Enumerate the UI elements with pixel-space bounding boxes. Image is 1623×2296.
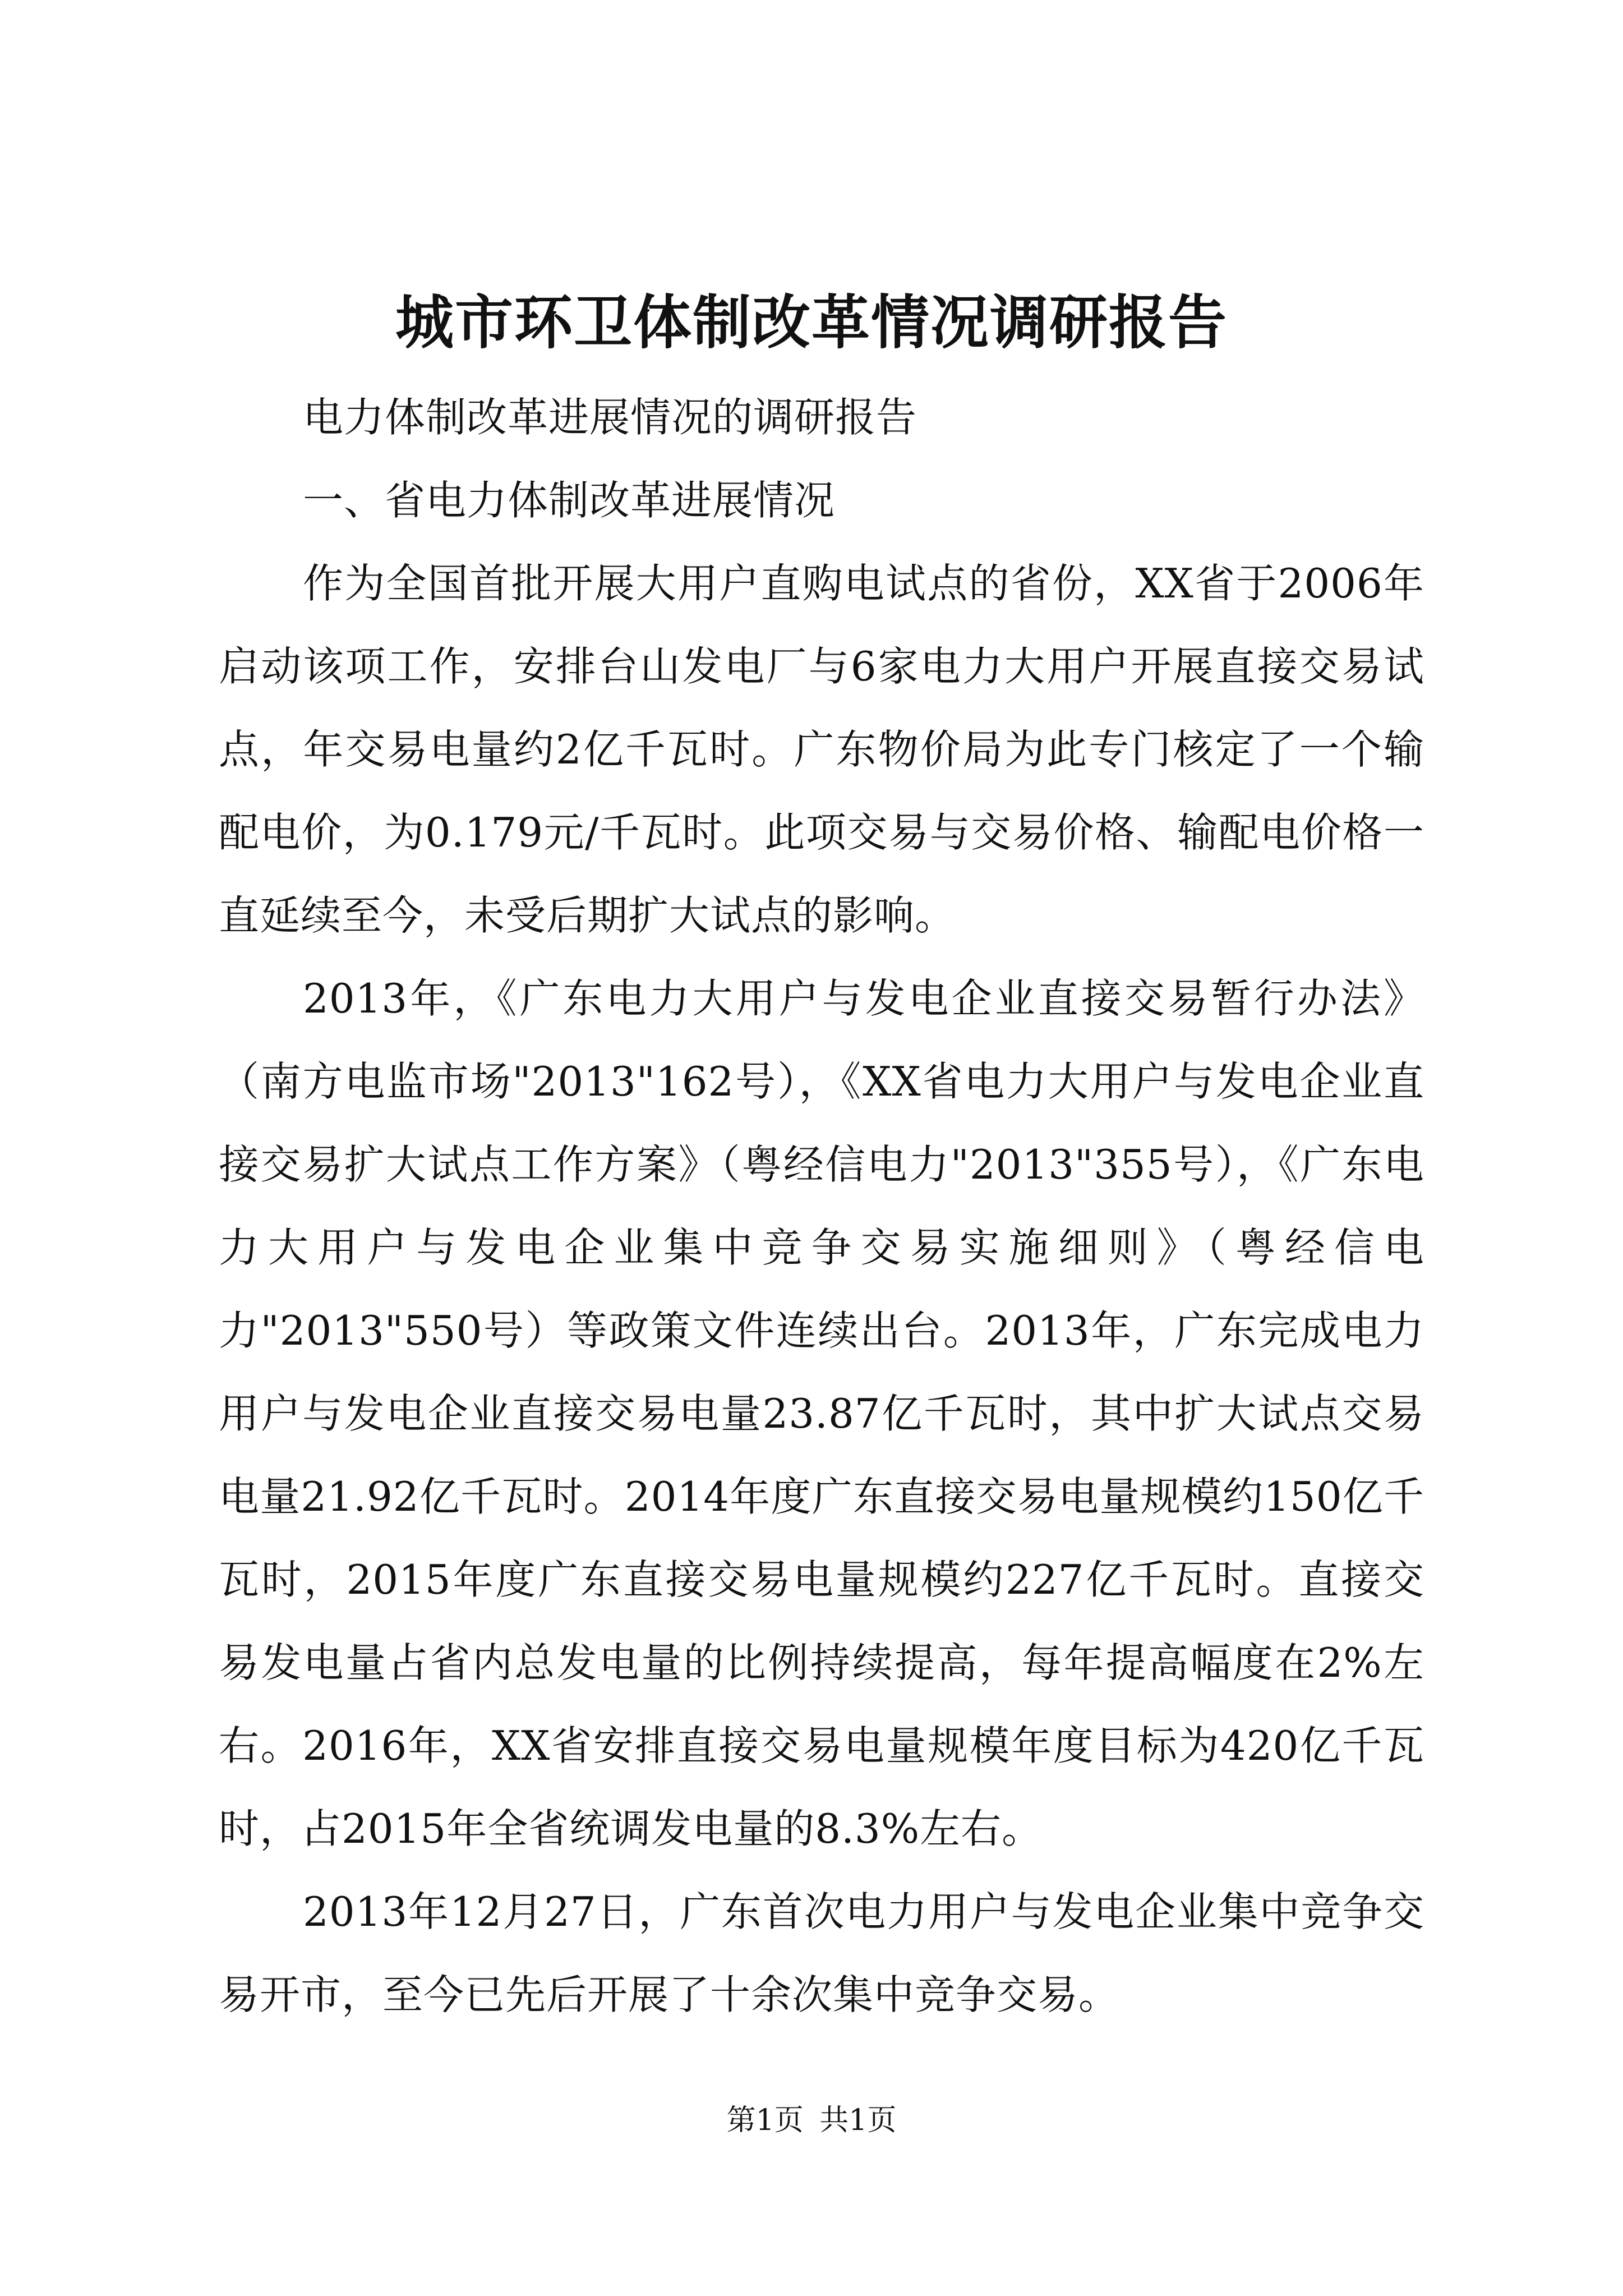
document-body bbox=[219, 376, 1424, 2036]
paragraph-body: 作为全国首批开展大用户直购电试点的省份，XX省于2006年启动该项工作，安排台山发电厂与6家电力大用户开展直接交易试点，年交易电量约2亿千瓦时。广东物价局为此专门核定了一个输配电价，为0.179元/千瓦时。此项交易与交易价格、输配电价格一直延续至今，未受后期扩大试点的影响。 bbox=[219, 560, 1424, 939]
paragraph-subtitle: 电力体制改革进展情况的调研报告 bbox=[303, 394, 917, 441]
page-footer bbox=[0, 2098, 1623, 2143]
paragraph-body: 2013年，《广东电力大用户与发电企业直接交易暂行办法》（南方电监市场"2013"162号），《XX省电力大用户与发电企业直接交易扩大试点工作方案》（粤经信电力"2013"355号），《广东电力大用户与发电企业集中竞争交易实施细则》（粤经信电力"2013"550号）等政策文件连续出台。2013年，广东完成电力用户与发电企业直接交易电量23.87亿千瓦时，其中扩大试点交易电量21.92亿千瓦时。2014年度广东直接交易电量规模约150亿千瓦时，2015年度广东直接交易电量规模约227亿千瓦时。直接交易发电量占省内总发电量的比例持续提高，每年提高幅度在2%左右。2016年，XX省安排直接交易电量规模年度目标为420亿千瓦时，占2015年全省统调发电量的8.3%左右。 bbox=[219, 975, 1424, 1852]
paragraph-body: 2013年12月27日，广东首次电力用户与发电企业集中竞争交易开市，至今已先后开展了十余次集中竞争交易。 bbox=[219, 1888, 1424, 2018]
page-total: 共1页 bbox=[819, 2104, 897, 2137]
page-number: 第1页 bbox=[726, 2104, 804, 2137]
paragraph-section-heading: 一、省电力体制改革进展情况 bbox=[303, 477, 836, 524]
document-title: 城市环卫体制改革情况调研报告 bbox=[395, 288, 1228, 357]
